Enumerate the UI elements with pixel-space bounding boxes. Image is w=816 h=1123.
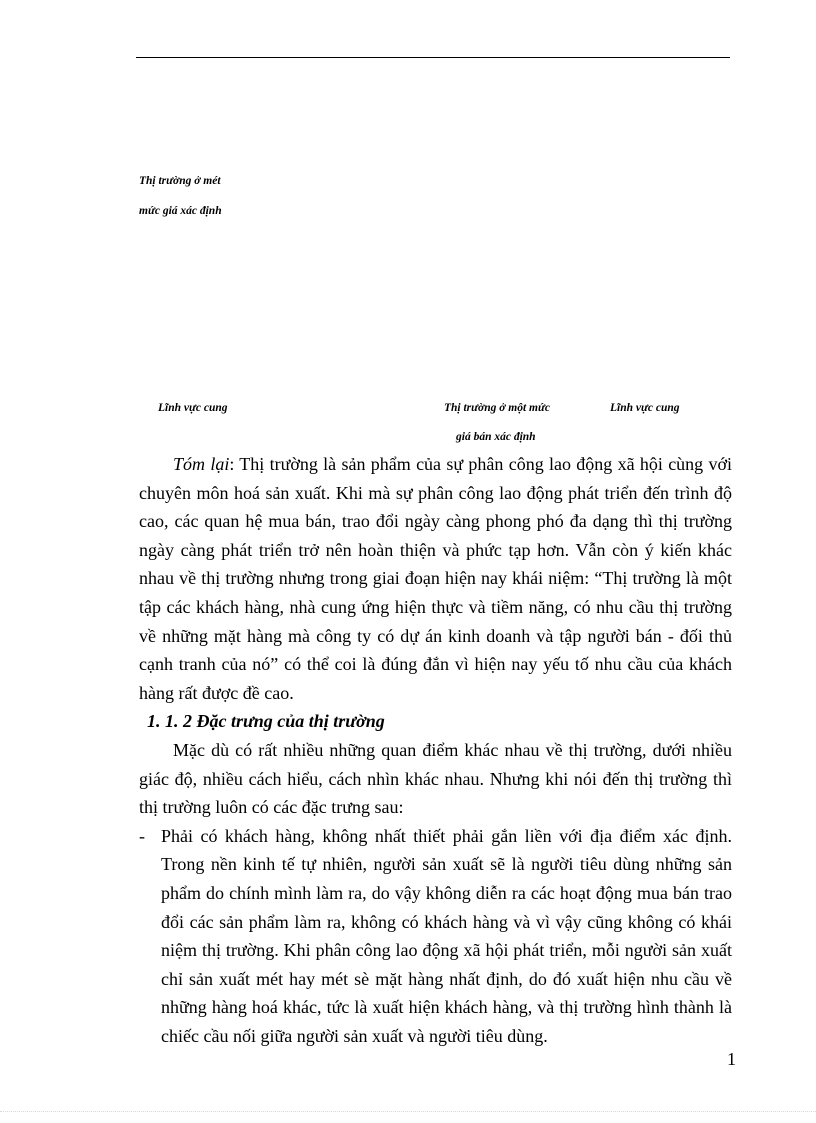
section-intro-paragraph: Mặc dù có rất nhiều những quan điểm khác nhau về thị trường, dưới nhiều giác độ, nhiều cách hiểu, cách nhìn khác nhau. Nhưng khi nói đến thị trường thì thị trường luôn có các đặc trưng sau:: [139, 739, 732, 818]
summary-paragraph: [139, 450, 732, 707]
figure-label-market-price-line1: Thị trường ở mét: [139, 175, 221, 187]
document-body: [139, 450, 732, 1050]
summary-lead: Tóm lại: [173, 454, 230, 474]
page-bottom-border: [0, 1111, 816, 1112]
figure-label-supply-right: Lĩnh vực cung: [610, 402, 680, 414]
bullet-item-customers: [139, 822, 732, 1051]
bullet-text: Phải có khách hàng, không nhất thiết phải gắn liền với địa điểm xác định. Trong nền kinh tế tự nhiên, người sản xuất sẽ là người tiêu dùng những sản phẩm do chính mình làm ra, do vậy không diễn ra các hoạt động mua bán trao đổi các sản phẩm làm ra, không có khách hàng và vì vậy cũng không có khái niệm thị trường. Khi phân công lao động xã hội phát triển, mỗi người sản xuất chỉ sản xuất mét hay mét sè mặt hàng nhất định, do đó xuất hiện nhu cầu về những hàng hoá khác, tức là xuất hiện khách hàng, và thị trường hình thành là chiếc cầu nối giữa người sản xuất và người tiêu dùng.: [161, 825, 732, 1046]
figure-label-market-center-line1: Thị trường ở một mức: [444, 402, 550, 414]
header-rule: [136, 57, 730, 58]
page-number: 1: [727, 1049, 736, 1069]
figure-label-supply-left: Lĩnh vực cung: [158, 402, 228, 414]
section-heading: 1. 1. 2 Đặc trưng của thị trường: [147, 711, 385, 732]
figure-label-market-center-line2: giá bán xác định: [456, 431, 536, 443]
figure-label-market-price-line2: mức giá xác định: [139, 205, 222, 217]
bullet-dash: -: [139, 825, 145, 846]
summary-text: : Thị trường là sản phẩm của sự phân công lao động xã hội cùng với chuyên môn hoá sản xuất. Khi mà sự phân công lao động phát triển đến trình độ cao, các quan hệ mua bán, trao đổi ngày càng phong phó đa dạng thì thị trường ngày càng phát triển trở nên hoàn thiện và phức tạp hơn. Vẫn còn ý kiến khác nhau về thị trường nhưng trong giai đoạn hiện nay khái niệm: “Thị trường là một tập các khách hàng, nhà cung ứng hiện thực và tiềm năng, có nhu cầu thị trường về những mặt hàng mà công ty có dự án kinh doanh và tập người bán - đối thủ cạnh tranh của nó” có thể coi là đúng đắn vì hiện nay yếu tố nhu cầu của khách hàng rất được đề cao.: [139, 454, 733, 703]
